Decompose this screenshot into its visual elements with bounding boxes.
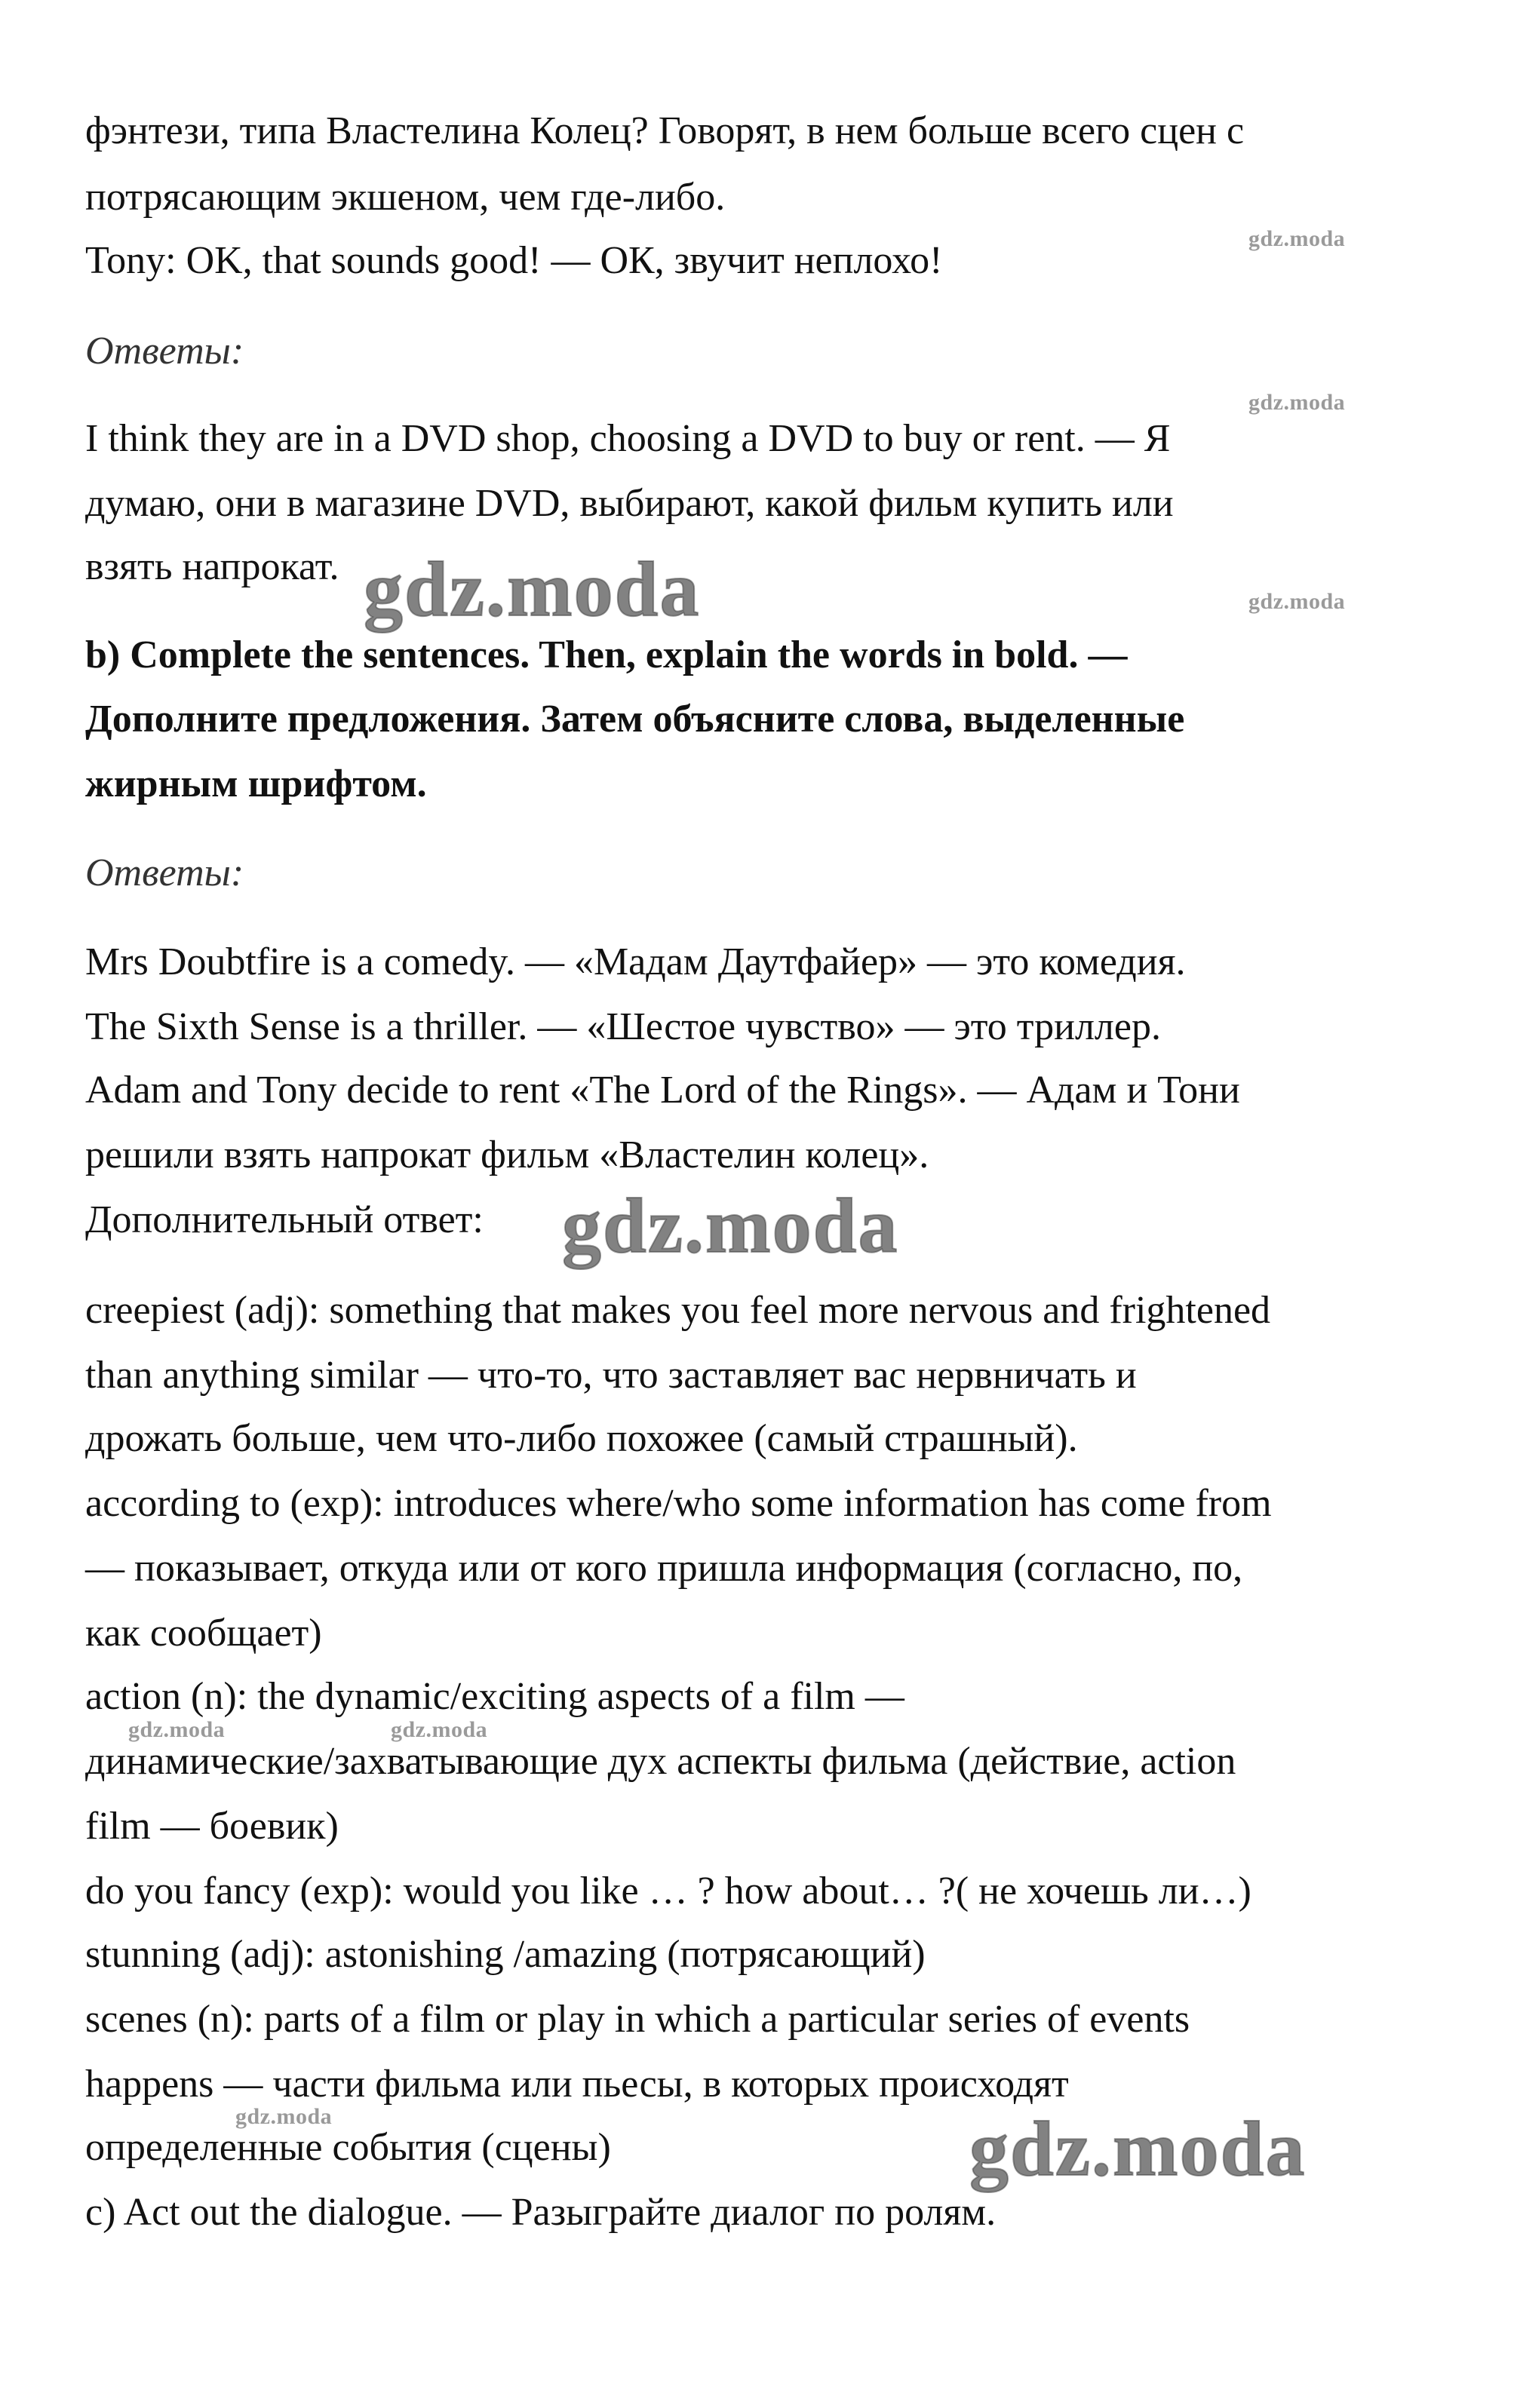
text-line-12: Mrs Doubtfire is a comedy. — «Мадам Даутфайер» — это комедия. [85,940,1186,983]
text-line-15: решили взять напрокат фильм «Властелин колец». [85,1133,929,1176]
vocab-scenes-2: happens — части фильма или пьесы, в которых происходят [85,2063,1069,2106]
vocab-fancy: do you fancy (exp): would you like … ? how about… ?( не хочешь ли…) [85,1870,1251,1913]
task-b-line-1: b) Complete the sentences. Then, explain the words in bold. — [85,633,1128,676]
watermark-small: gdz.moda [391,1717,488,1742]
text-line-6: думаю, они в магазине DVD, выбирают, какой фильм купить или [85,482,1174,525]
text-line-2: потрясающим экшеном, чем где-либо. [85,176,726,219]
watermark-small: gdz.moda [1248,226,1346,251]
vocab-stunning: stunning (adj): astonishing /amazing (потрясающий) [85,1933,926,1976]
watermark-small: gdz.moda [128,1717,226,1742]
vocab-creepiest-2: than anything similar — что-то, что заставляет вас нервничать и [85,1354,1137,1397]
vocab-according-2: — показывает, откуда или от кого пришла информация (согласно, по, [85,1547,1243,1590]
additional-answer-label: Дополнительный ответ: [85,1198,484,1241]
text-line-1: фэнтези, типа Властелина Колец? Говорят, в нем больше всего сцен с [85,109,1245,152]
task-b-line-3: жирным шрифтом. [85,762,427,805]
task-c-line: c) Act out the dialogue. — Разыграйте диалог по ролям. [85,2191,997,2234]
watermark-large: gdz.moda [969,2106,1307,2192]
text-line-13: The Sixth Sense is a thriller. — «Шестое чувство» — это триллер. [85,1005,1161,1048]
text-line-7: взять напрокат. [85,545,339,588]
answers-heading-2: Ответы: [85,851,244,894]
watermark-small: gdz.moda [1248,589,1346,614]
vocab-according-1: according to (exp): introduces where/who some information has come from [85,1482,1272,1525]
answers-heading-1: Ответы: [85,330,244,373]
vocab-action-2: динамические/захватывающие дух аспекты фильма (действие, action [85,1740,1236,1783]
vocab-scenes-3: определенные события (сцены) [85,2126,611,2169]
watermark-large: gdz.moda [364,546,701,633]
vocab-creepiest-3: дрожать больше, чем что-либо похожее (самый страшный). [85,1417,1078,1460]
watermark-small: gdz.moda [235,2104,333,2129]
vocab-scenes-1: scenes (n): parts of a film or play in which a particular series of events [85,1998,1190,2041]
text-line-14: Adam and Tony decide to rent «The Lord of the Rings». — Адам и Тони [85,1069,1240,1112]
watermark-large: gdz.moda [562,1183,899,1269]
task-b-line-2: Дополните предложения. Затем объясните слова, выделенные [85,698,1185,741]
text-line-5: I think they are in a DVD shop, choosing a DVD to buy or rent. — Я [85,417,1171,460]
vocab-action-1: action (n): the dynamic/exciting aspects of a film — [85,1675,904,1718]
text-line-3: Tony: OK, that sounds good! — ОК, звучит неплохо! [85,239,943,282]
vocab-according-3: как сообщает) [85,1612,322,1655]
vocab-action-3: film — боевик) [85,1805,339,1848]
watermark-small: gdz.moda [1248,390,1346,415]
vocab-creepiest-1: creepiest (adj): something that makes you feel more nervous and frightened [85,1289,1271,1332]
